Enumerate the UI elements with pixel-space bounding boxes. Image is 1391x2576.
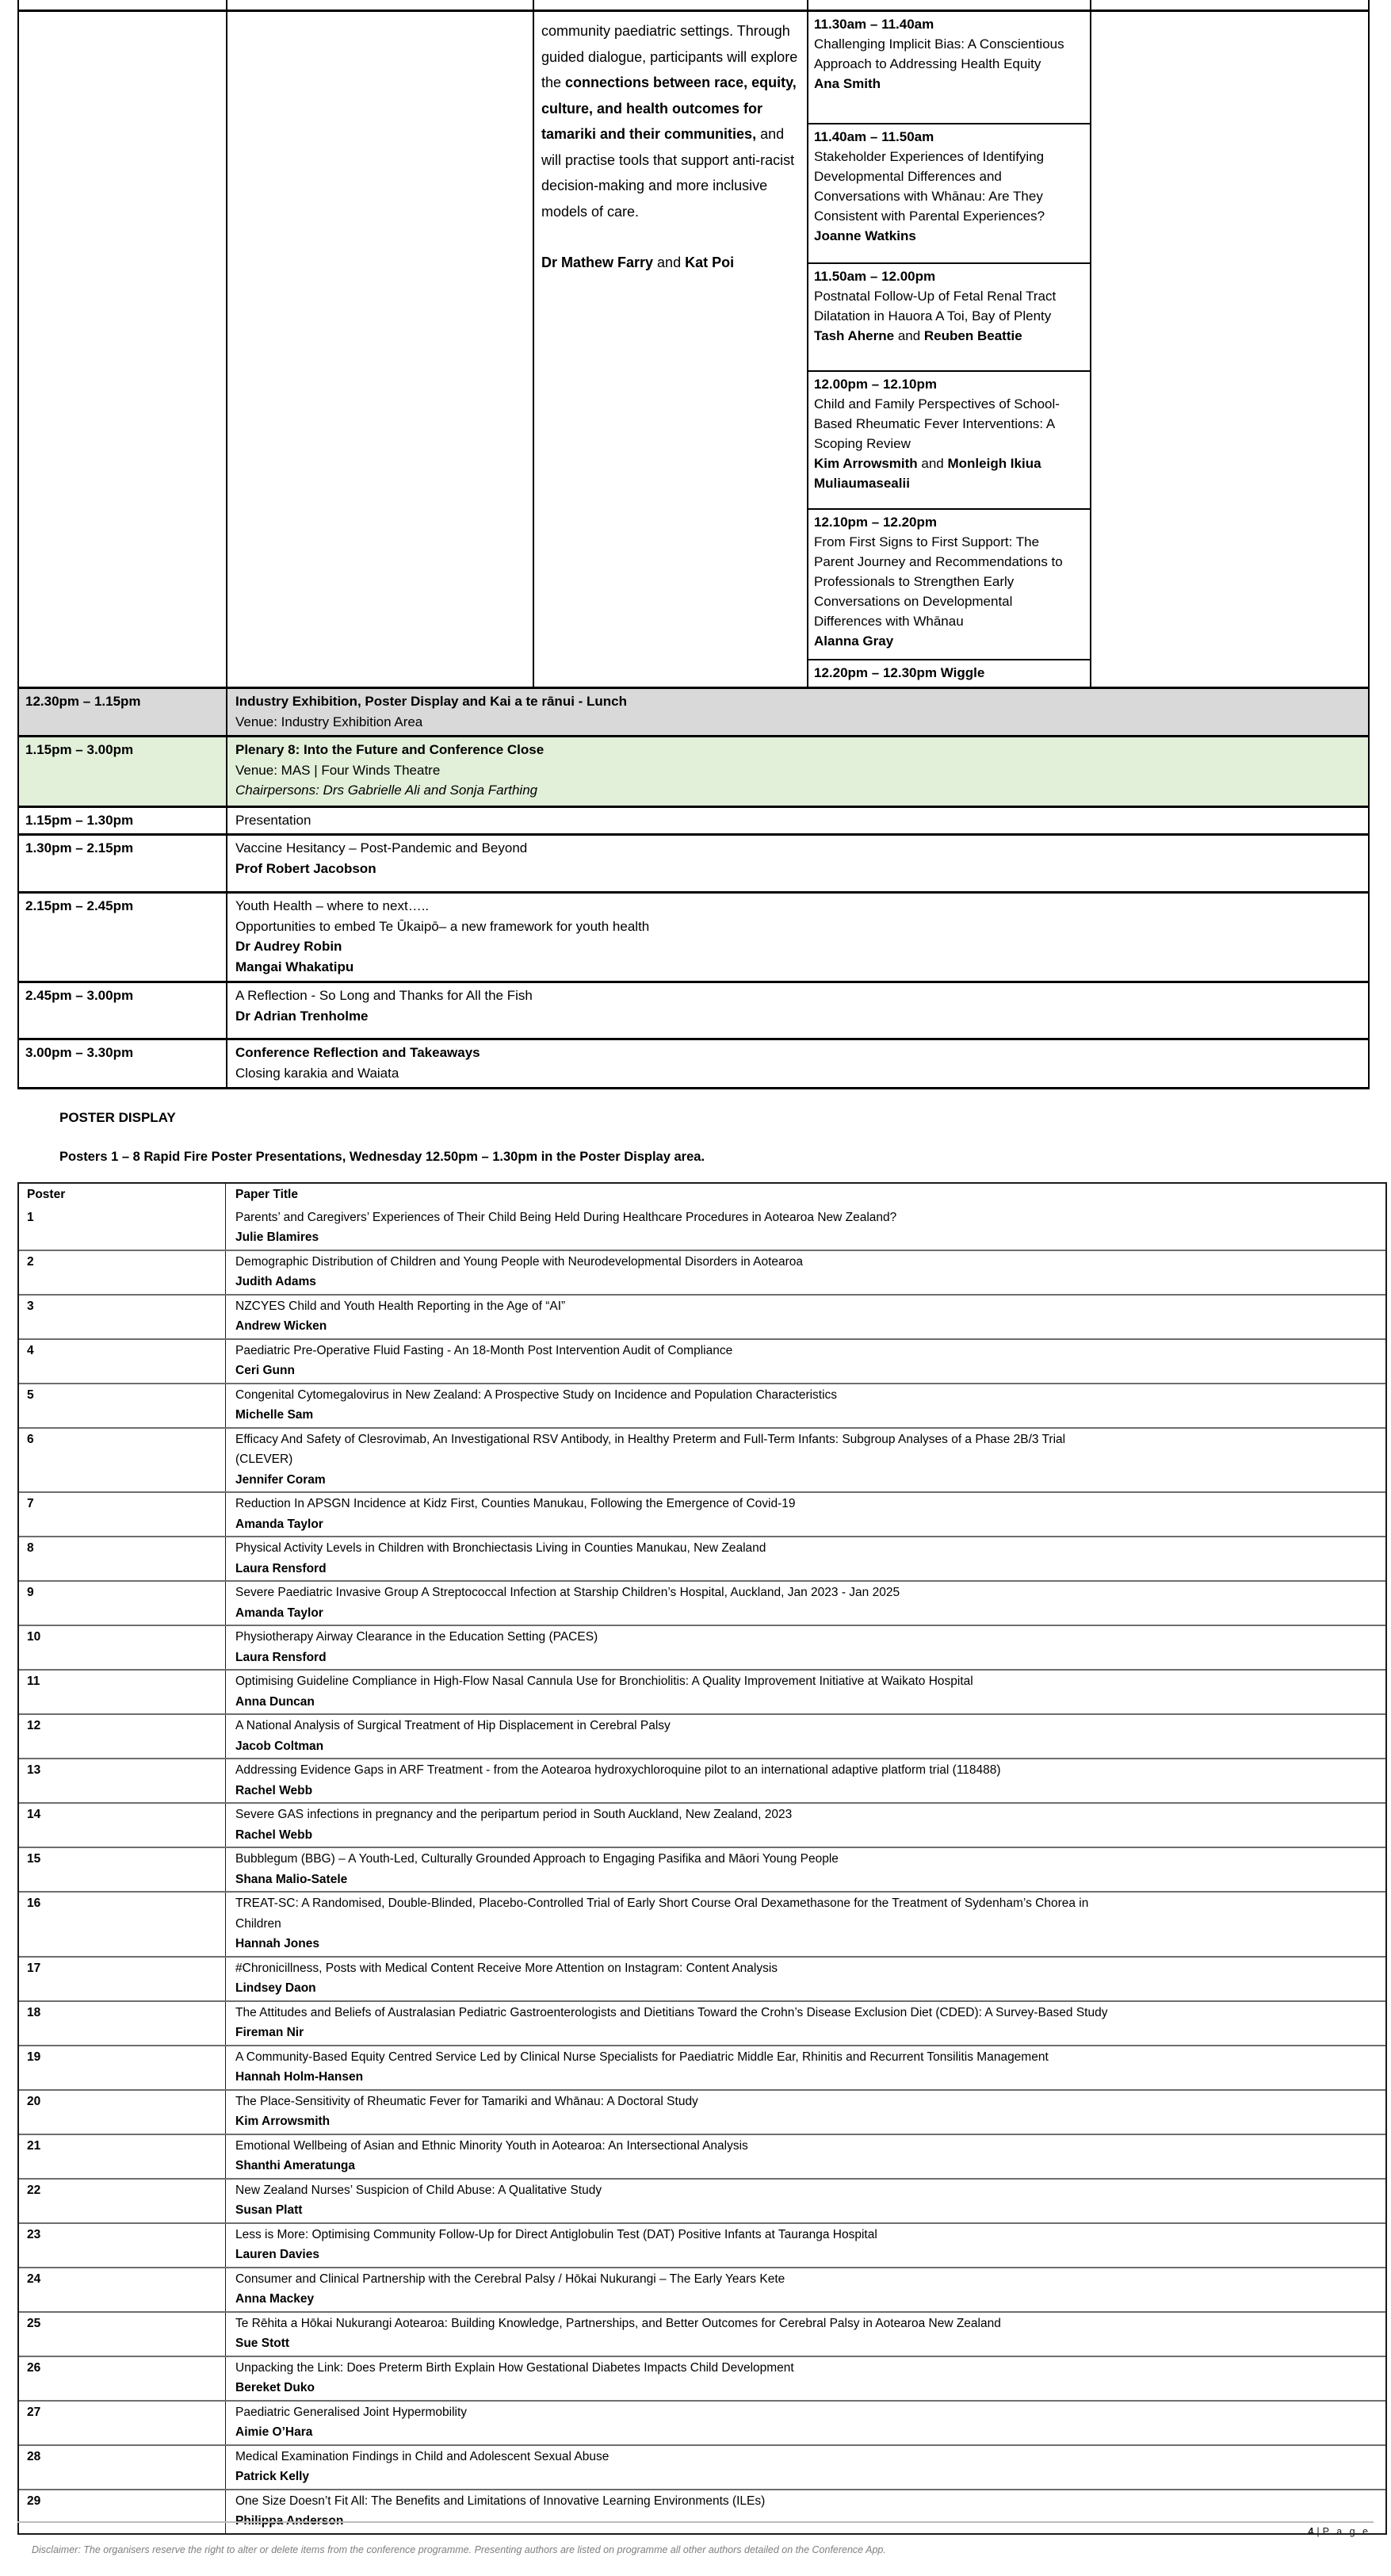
poster-title-line: The Attitudes and Beliefs of Australasian Pediatric Gastroenterologists and Dietitians Toward the Crohn’s Disease Exclusion Diet (CDED): A Survey-Based Study: [235, 2005, 1108, 2019]
poster-row: [19, 2356, 1385, 2400]
poster-title-line: Addressing Evidence Gaps in ARF Treatment - from the Aotearoa hydroxychloroquine pilot to an international adaptive platform trial (118488): [235, 1763, 1001, 1777]
session-title: Challenging Implicit Bias: A Conscientious Approach to Addressing Health Equity: [814, 36, 1064, 71]
session-time: 12.00pm – 12.10pm: [814, 377, 937, 392]
stub-cell: [17, 0, 226, 10]
poster-row: [19, 1250, 1385, 1294]
poster-row: [19, 1580, 1385, 1625]
poster-author: Susan Platt: [235, 2203, 303, 2217]
poster-number: 5: [19, 1384, 226, 1427]
poster-row: [19, 2178, 1385, 2222]
schedule-row: [17, 689, 1370, 737]
poster-title-cell: [226, 2446, 1385, 2489]
poster-author: Fireman Nir: [235, 2026, 304, 2039]
bold-text-segment: Kat Poi: [685, 255, 735, 270]
poster-title-cell: [226, 2180, 1385, 2222]
schedule-row-time: 1.30pm – 2.15pm: [19, 836, 227, 891]
poster-number: 23: [19, 2224, 226, 2267]
schedule-row-time: 1.15pm – 3.00pm: [19, 737, 227, 806]
poster-title-cell: [226, 1893, 1385, 1956]
poster-title-cell: [226, 1493, 1385, 1536]
poster-row: [19, 2134, 1385, 2178]
poster-title-line: Paediatric Generalised Joint Hypermobility: [235, 2405, 468, 2419]
poster-row: [19, 1669, 1385, 1713]
poster-number: 21: [19, 2135, 226, 2178]
poster-row: [19, 1491, 1385, 1536]
poster-title-cell: [226, 2135, 1385, 2178]
stub-cell: [1090, 0, 1370, 10]
text-segment: community paediatric settings. Through guided dialogue, participants will explore the: [541, 23, 798, 90]
poster-title-line: Consumer and Clinical Partnership with the Cerebral Palsy / Hōkai Nukurangi – The Early Years Kete: [235, 2272, 785, 2286]
bold-text-segment: connections between race, equity, culture, and health outcomes for tamariki and their communities,: [541, 75, 797, 142]
schedule-line: Prof Robert Jacobson: [235, 860, 376, 876]
poster-number: 12: [19, 1715, 226, 1758]
poster-title-line: Bubblegum (BBG) – A Youth-Led, Culturally Grounded Approach to Engaging Pasifika and Māori Young People: [235, 1852, 839, 1866]
schedule-row: [17, 836, 1370, 894]
schedule-line: Venue: Industry Exhibition Area: [235, 714, 423, 729]
session-time: 11.40am – 11.50am: [814, 129, 934, 144]
poster-title-line: A Community-Based Equity Centred Service Led by Clinical Nurse Specialists for Paediatric Middle Ear, Rhinitis and Recurrent Tonsilitis Management: [235, 2050, 1049, 2064]
workshop-presenters: [541, 250, 799, 276]
schedule-row-time: 2.45pm – 3.00pm: [19, 983, 227, 1038]
workshop-description-cell: [533, 12, 807, 687]
poster-number: 2: [19, 1251, 226, 1294]
poster-author: Aimie O’Hara: [235, 2425, 313, 2439]
schedule-rows: [17, 689, 1391, 1089]
poster-title-cell: [226, 1207, 1385, 1250]
poster-number: 24: [19, 2268, 226, 2311]
poster-title-cell: [226, 1626, 1385, 1669]
session-cell: [808, 12, 1090, 124]
poster-row: [19, 1338, 1385, 1383]
poster-rows: [19, 1207, 1385, 2533]
poster-row: [19, 1536, 1385, 1580]
poster-number: 29: [19, 2490, 226, 2533]
poster-title-cell: [226, 1804, 1385, 1847]
poster-table-header: [19, 1184, 1385, 1207]
time-column-empty-cell: [17, 12, 226, 687]
poster-number: 11: [19, 1671, 226, 1713]
poster-title-cell: [226, 1582, 1385, 1625]
session-speakers: [814, 74, 1080, 94]
schedule-line: Opportunities to embed Te Ūkaipō– a new framework for youth health: [235, 918, 650, 934]
empty-right-cell: [1090, 12, 1370, 687]
poster-display-heading: POSTER DISPLAY: [59, 1110, 176, 1125]
poster-number: 19: [19, 2046, 226, 2089]
poster-number: 4: [19, 1340, 226, 1383]
poster-title-line: Emotional Wellbeing of Asian and Ethnic Minority Youth in Aotearoa: An Intersectional Analysis: [235, 2138, 748, 2153]
poster-title-line: Severe Paediatric Invasive Group A Streptococcal Infection at Starship Children’s Hospital, Auckland, Jan 2023 - Jan 2025: [235, 1586, 900, 1599]
schedule-row-content: [227, 808, 1368, 833]
text-segment: and: [894, 328, 924, 343]
poster-title-cell: [226, 2268, 1385, 2311]
page-word: P a g e: [1322, 2526, 1370, 2537]
poster-author: Sue Stott: [235, 2337, 290, 2350]
poster-title-line: TREAT-SC: A Randomised, Double-Blinded, Placebo-Controlled Trial of Early Short Course Oral Dexamethasone for the Treatment of Sydenham’s Chorea in: [235, 1897, 1089, 1910]
schedule-row: [17, 983, 1370, 1040]
poster-number: 16: [19, 1893, 226, 1956]
poster-title-line: Reduction In APSGN Incidence at Kidz First, Counties Manukau, Following the Emergence of Covid-19: [235, 1497, 796, 1510]
poster-author: Jennifer Coram: [235, 1472, 326, 1487]
poster-title-cell: [226, 1848, 1385, 1891]
poster-intro-text: Posters 1 – 8 Rapid Fire Poster Presentations, Wednesday 12.50pm – 1.30pm in the Poster Display area.: [59, 1150, 705, 1164]
poster-author: Amanda Taylor: [235, 1606, 323, 1620]
poster-author: Michelle Sam: [235, 1408, 314, 1422]
poster-author: Judith Adams: [235, 1275, 316, 1288]
poster-author: Hannah Holm-Hansen: [235, 2070, 364, 2084]
schedule-line: Closing karakia and Waiata: [235, 1065, 399, 1081]
poster-row: [19, 1847, 1385, 1891]
poster-number: 27: [19, 2402, 226, 2444]
footer-rule: [17, 2521, 1374, 2523]
poster-author: Amanda Taylor: [235, 1517, 323, 1531]
schedule-continuation-table: [17, 10, 1370, 689]
schedule-line: Mangai Whakatipu: [235, 959, 354, 974]
poster-author: Patrick Kelly: [235, 2470, 310, 2483]
poster-author: Shana Malio-Satele: [235, 1872, 348, 1886]
stub-cell: [807, 0, 1090, 10]
disclaimer-text: Disclaimer: The organisers reserve the right to alter or delete items from the conference programme. Presenting authors are listed on programme all other authors detailed on the Conference App.: [32, 2544, 886, 2555]
schedule-line: Industry Exhibition, Poster Display and Kai a te rānui - Lunch: [235, 694, 628, 709]
session-time: 11.50am – 12.00pm: [814, 269, 936, 284]
poster-title-line: One Size Doesn’t Fit All: The Benefits and Limitations of Innovative Learning Environments (ILEs): [235, 2494, 766, 2508]
schedule-row-content: [227, 737, 1368, 806]
poster-column-header: Poster: [19, 1184, 226, 1207]
schedule-row: [17, 894, 1370, 983]
poster-author: Anna Mackey: [235, 2292, 315, 2306]
session-speakers: [814, 631, 1080, 651]
rapid-presentations-column: [807, 12, 1090, 687]
poster-number: 20: [19, 2091, 226, 2134]
poster-title-cell: [226, 1671, 1385, 1713]
schedule-row-content: [227, 689, 1368, 735]
poster-author: Bereket Duko: [235, 2381, 315, 2394]
poster-row: [19, 1891, 1385, 1956]
schedule-line: Plenary 8: Into the Future and Conference Close: [235, 742, 545, 757]
poster-row: [19, 2444, 1385, 2489]
poster-number: 22: [19, 2180, 226, 2222]
bold-text-segment: Ana Smith: [814, 76, 881, 91]
poster-row: [19, 2267, 1385, 2311]
schedule-line: Presentation: [235, 813, 311, 828]
bold-text-segment: Alanna Gray: [814, 633, 894, 649]
poster-title-cell: [226, 1251, 1385, 1294]
session-title: Child and Family Perspectives of School-Based Rheumatic Fever Interventions: A Scoping Review: [814, 396, 1060, 451]
poster-row: [19, 1383, 1385, 1427]
poster-row: [19, 1207, 1385, 1250]
poster-title-cell: [226, 1429, 1385, 1492]
poster-author: Shanthi Ameratunga: [235, 2159, 355, 2172]
poster-title-cell: [226, 2357, 1385, 2400]
session-cell: [808, 510, 1090, 660]
poster-title-line: New Zealand Nurses’ Suspicion of Child Abuse: A Qualitative Study: [235, 2183, 602, 2197]
poster-author: Jacob Coltman: [235, 1739, 324, 1753]
table-top-stub: [17, 0, 1370, 10]
poster-row: [19, 1294, 1385, 1338]
poster-author: Lauren Davies: [235, 2248, 319, 2261]
poster-row: [19, 1802, 1385, 1847]
schedule-row: [17, 737, 1370, 808]
poster-title-cell: [226, 2002, 1385, 2045]
bold-text-segment: Monleigh Ikiua Muliaumasealii: [814, 456, 1041, 491]
poster-number: 15: [19, 1848, 226, 1891]
poster-title-line: Unpacking the Link: Does Preterm Birth Explain How Gestational Diabetes Impacts Child Development: [235, 2360, 794, 2375]
session-time: 11.30am – 11.40am: [814, 17, 934, 32]
session-title: Postnatal Follow-Up of Fetal Renal Tract Dilatation in Hauora A Toi, Bay of Plenty: [814, 289, 1057, 323]
poster-title-cell: [226, 1715, 1385, 1758]
poster-number: 10: [19, 1626, 226, 1669]
workshop-description: [541, 18, 799, 224]
poster-author: Hannah Jones: [235, 1937, 319, 1950]
poster-title-cell: [226, 2091, 1385, 2134]
poster-number: 26: [19, 2357, 226, 2400]
schedule-row-content: [227, 836, 1368, 891]
session-speakers: [814, 454, 1080, 493]
session-cell: [808, 124, 1090, 264]
poster-author: Philippa Anderson: [235, 2514, 344, 2528]
page-number: [0, 2526, 1370, 2537]
session-time: 12.10pm – 12.20pm: [814, 515, 937, 530]
schedule-row-content: [227, 983, 1368, 1038]
poster-number: 17: [19, 1958, 226, 2000]
session-speakers: [814, 226, 1080, 246]
poster-number: 14: [19, 1804, 226, 1847]
poster-author: Julie Blamires: [235, 1231, 319, 1244]
bold-text-segment: Tash Aherne: [814, 328, 895, 343]
poster-title-line: Demographic Distribution of Children and Young People with Neurodevelopmental Disorders in Aotearoa: [235, 1254, 804, 1269]
schedule-line: Youth Health – where to next…..: [235, 898, 430, 913]
poster-title-cell: [226, 1958, 1385, 2000]
poster-author: Laura Rensford: [235, 1650, 327, 1664]
poster-title-cell: [226, 1340, 1385, 1383]
poster-number: 13: [19, 1759, 226, 1802]
session-speakers: [814, 326, 1080, 346]
poster-row: [19, 1625, 1385, 1669]
poster-row: [19, 1956, 1385, 2000]
stub-cell: [226, 0, 533, 10]
page-footer: [0, 2521, 1391, 2555]
poster-title-line: Severe GAS infections in pregnancy and the peripartum period in South Auckland, New Zealand, 2023: [235, 1808, 793, 1821]
poster-title-cell: [226, 1296, 1385, 1338]
poster-title-line: #Chronicillness, Posts with Medical Content Receive More Attention on Instagram: Content Analysis: [235, 1961, 778, 1975]
poster-title-line: Less is More: Optimising Community Follow-Up for Direct Antiglobulin Test (DAT) Positive Infants at Tauranga Hospital: [235, 2227, 877, 2241]
session-cell: [808, 660, 1090, 687]
poster-table: [17, 1182, 1387, 2535]
schedule-row: [17, 808, 1370, 836]
schedule-row-time: 12.30pm – 1.15pm: [19, 689, 227, 735]
poster-row: [19, 2400, 1385, 2444]
session-title: From First Signs to First Support: The Parent Journey and Recommendations to Professionals to Strengthen Early Conversations on Developmental Differences with Whānau: [814, 534, 1063, 629]
stub-cell: [533, 0, 807, 10]
poster-title-line: Te Rēhita a Hōkai Nukurangi Aotearoa: Building Knowledge, Partnerships, and Better Outcomes for Cerebral Palsy in Aotearoa New Zealand: [235, 2316, 1001, 2330]
poster-title-line: A National Analysis of Surgical Treatment of Hip Displacement in Cerebral Palsy: [235, 1719, 671, 1732]
poster-number: 9: [19, 1582, 226, 1625]
poster-title-cell: [226, 1384, 1385, 1427]
poster-title-line: Physical Activity Levels in Children with Bronchiectasis Living in Counties Manukau, New Zealand: [235, 1541, 766, 1555]
session-cell: [808, 264, 1090, 372]
schedule-row-time: 2.15pm – 2.45pm: [19, 894, 227, 981]
empty-session-cell: [226, 12, 533, 687]
schedule-row: [17, 1040, 1370, 1089]
poster-title-cell: [226, 2402, 1385, 2444]
schedule-row-content: [227, 894, 1368, 981]
poster-author: Rachel Webb: [235, 1828, 313, 1842]
poster-number: 8: [19, 1537, 226, 1580]
poster-title-line: Physiotherapy Airway Clearance in the Education Setting (PACES): [235, 1630, 598, 1644]
schedule-line: Dr Audrey Robin: [235, 939, 342, 954]
poster-title-cell: [226, 2313, 1385, 2356]
bold-text-segment: Reuben Beattie: [923, 328, 1022, 343]
bold-text-segment: Joanne Watkins: [814, 228, 916, 243]
page-number-value: 4: [1308, 2526, 1314, 2537]
session-time-title: 12.20pm – 12.30pm Wiggle: [814, 665, 985, 680]
poster-title-line: The Place-Sensitivity of Rheumatic Fever for Tamariki and Whānau: A Doctoral Study: [235, 2094, 698, 2108]
poster-title-line: Efficacy And Safety of Clesrovimab, An Investigational RSV Antibody, in Healthy Preterm and Full-Term Infants: Subgroup Analyses of a Phase 2B/3 Trial: [235, 1432, 1066, 1446]
schedule-line: Chairpersons: Drs Gabrielle Ali and Sonja Farthing: [235, 783, 538, 798]
poster-row: [19, 2222, 1385, 2267]
paper-title-column-header: Paper Title: [235, 1188, 298, 1201]
poster-author: Andrew Wicken: [235, 1319, 327, 1333]
schedule-line: Conference Reflection and Takeaways: [235, 1045, 480, 1060]
bold-text-segment: Kim Arrowsmith: [814, 456, 918, 471]
session-title: Stakeholder Experiences of Identifying Developmental Differences and Conversations with Whānau: Are They Consistent with Parental Experiences?: [814, 149, 1045, 224]
session-cell: [808, 372, 1090, 510]
poster-number: 25: [19, 2313, 226, 2356]
schedule-line: A Reflection - So Long and Thanks for All the Fish: [235, 988, 533, 1003]
poster-number: 18: [19, 2002, 226, 2045]
poster-row: [19, 2311, 1385, 2356]
poster-title-line: Medical Examination Findings in Child and Adolescent Sexual Abuse: [235, 2449, 610, 2463]
poster-number: 7: [19, 1493, 226, 1536]
schedule-row-content: [227, 1040, 1368, 1087]
poster-row: [19, 2000, 1385, 2045]
poster-title-line: Parents’ and Caregivers’ Experiences of Their Child Being Held During Healthcare Procedures in Aotearoa New Zealand?: [235, 1210, 897, 1224]
poster-title-cell: [226, 1537, 1385, 1580]
poster-row: [19, 1758, 1385, 1802]
page-number-pipe: |: [1316, 2526, 1320, 2537]
poster-title-cell: [226, 2224, 1385, 2267]
schedule-line: Vaccine Hesitancy – Post-Pandemic and Beyond: [235, 840, 528, 855]
text-segment: and: [653, 255, 686, 270]
poster-author: Laura Rensford: [235, 1561, 327, 1575]
poster-title-line: Congenital Cytomegalovirus in New Zealand: A Prospective Study on Incidence and Population Characteristics: [235, 1388, 838, 1402]
poster-author: Lindsey Daon: [235, 1981, 316, 1995]
text-segment: and: [917, 456, 948, 471]
poster-title-line: NZCYES Child and Youth Health Reporting in the Age of “AI”: [235, 1299, 566, 1313]
poster-number: 3: [19, 1296, 226, 1338]
schedule-line: Dr Adrian Trenholme: [235, 1008, 369, 1024]
poster-title-line: (CLEVER): [235, 1453, 293, 1466]
poster-author: Rachel Webb: [235, 1783, 313, 1797]
poster-row: [19, 1713, 1385, 1758]
poster-title-line: Optimising Guideline Compliance in High-Flow Nasal Cannula Use for Bronchiolitis: A Quality Improvement Initiative at Waikato Hospital: [235, 1675, 973, 1688]
poster-title-line: Paediatric Pre-Operative Fluid Fasting - An 18-Month Post Intervention Audit of Compliance: [235, 1343, 733, 1357]
poster-author: Anna Duncan: [235, 1694, 315, 1709]
text-segment: and will practise tools that support anti-racist decision-making and more inclusive models of care.: [541, 126, 795, 220]
schedule-line: Venue: MAS | Four Winds Theatre: [235, 762, 441, 778]
poster-title-cell: [226, 1759, 1385, 1802]
poster-row: [19, 1427, 1385, 1492]
poster-number: 1: [19, 1207, 226, 1250]
poster-row: [19, 2089, 1385, 2134]
poster-row: [19, 2045, 1385, 2089]
poster-title-line: Children: [235, 1916, 281, 1931]
poster-number: 6: [19, 1429, 226, 1492]
poster-title-cell: [226, 2046, 1385, 2089]
poster-author: Ceri Gunn: [235, 1364, 295, 1377]
schedule-row-time: 3.00pm – 3.30pm: [19, 1040, 227, 1087]
schedule-row-time: 1.15pm – 1.30pm: [19, 808, 227, 833]
poster-author: Kim Arrowsmith: [235, 2115, 331, 2128]
bold-text-segment: Dr Mathew Farry: [541, 255, 654, 270]
poster-number: 28: [19, 2446, 226, 2489]
